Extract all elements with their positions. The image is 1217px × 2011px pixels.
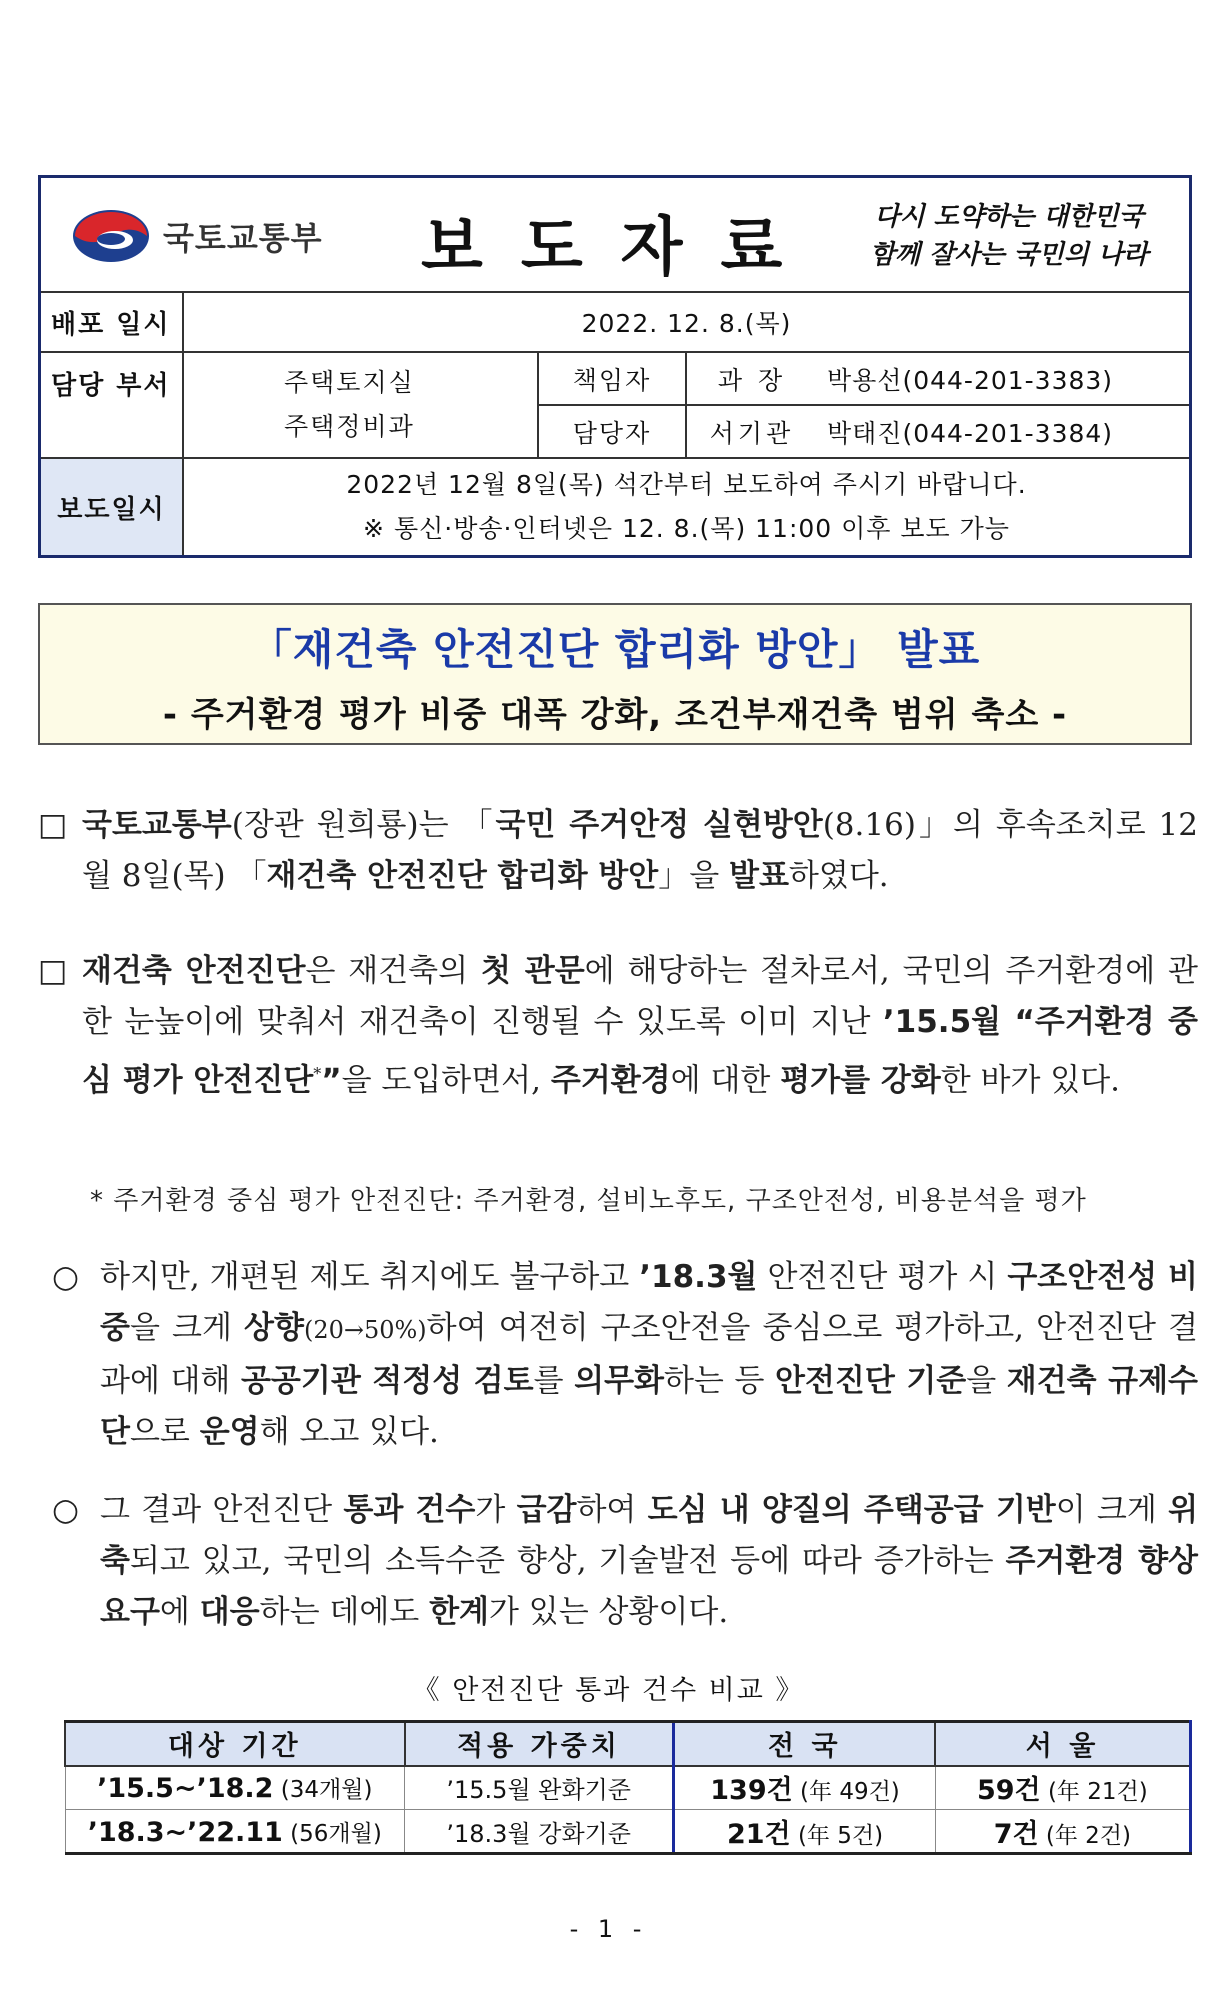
release-date-value: 2022. 12. 8.(목) <box>581 309 792 338</box>
text-bold: 한계 <box>429 1594 489 1630</box>
nation-annual: (年 49건) <box>792 1779 900 1806</box>
seoul-count: 59건 <box>976 1775 1041 1807</box>
checkbox-bullet-icon: □ <box>38 807 68 843</box>
table-row <box>65 1810 1191 1854</box>
text-bold: 도심 내 양질의 주택공급 기반 <box>647 1492 1056 1528</box>
paragraph-text <box>82 800 1198 902</box>
table-row <box>65 1766 1191 1810</box>
column-header: 서 울 <box>935 1722 1190 1766</box>
embargo-label: 보도일시 <box>41 459 184 555</box>
text-bold: 재건축 안전진단 <box>82 953 306 989</box>
contact-name-phone: 박용선(044-201-3383) <box>827 365 1114 395</box>
contact-list <box>539 353 1189 457</box>
department-line-2: 주택정비과 <box>284 412 415 441</box>
column-header: 대상 기간 <box>65 1722 405 1766</box>
text-bold: 안전진단 기준 <box>775 1363 967 1399</box>
text: 을 도입하면서, <box>341 1062 551 1099</box>
header-banner <box>41 178 1189 293</box>
text-bold: 재건축 규제수단 <box>100 1363 1198 1450</box>
page-number: - 1 - <box>569 1915 648 1943</box>
department-line-1: 주택토지실 <box>284 368 415 397</box>
text-bold: 첫 관문 <box>480 953 585 989</box>
text-bold: 구조안전성 비중 <box>100 1259 1198 1346</box>
government-slogan <box>869 198 1149 274</box>
text-bold: ’15.5월 “주거환경 중심 평가 안전진단 <box>82 1004 1198 1099</box>
text: 해 오고 있다. <box>259 1414 439 1450</box>
slogan-line-2: 함께 잘사는 국민의 나라 <box>869 240 1149 270</box>
text: (8.16)」의 후속조치로 12월 8일(목) 「 <box>82 807 1199 894</box>
text-bold: 급감 <box>516 1492 577 1528</box>
paragraph-3 <box>38 1252 1198 1458</box>
text: 에 대한 <box>670 1062 781 1099</box>
seoul-count: 7건 <box>993 1818 1039 1850</box>
headline-subtitle: - 주거환경 평가 비중 대폭 강화, 조건부재건축 범위 축소 - <box>162 695 1068 735</box>
embargo-line-2: ※ 통신·방송·인터넷은 12. 8.(목) 11:00 이후 보도 가능 <box>363 514 1010 543</box>
seoul-cell <box>935 1766 1190 1810</box>
period-months: (34개월) <box>273 1777 373 1804</box>
text: (장관 원희룡)는 「 <box>231 807 496 843</box>
paragraph-1 <box>38 800 1198 902</box>
text: 으로 <box>129 1414 200 1450</box>
text-bold: 주거환경 <box>550 1062 671 1099</box>
checkbox-bullet-icon: □ <box>38 953 68 989</box>
weight-cell: ’15.5월 완화기준 <box>405 1766 674 1810</box>
text-bold: 운영 <box>199 1414 260 1450</box>
text-bold: ” <box>321 1062 342 1099</box>
text: 이 크게 <box>1055 1492 1169 1528</box>
text: 하는 데에도 <box>259 1594 430 1630</box>
text: 을 <box>966 1363 1007 1399</box>
text: 」을 <box>658 858 730 894</box>
seoul-annual: (年 2건) <box>1038 1822 1131 1849</box>
nation-cell <box>674 1810 935 1854</box>
text: 되고 있고, 국민의 소득수준 향상, 기술발전 등에 따라 증가하는 <box>129 1543 1006 1579</box>
department-names <box>184 353 539 457</box>
text-bold: 국토교통부 <box>82 807 232 843</box>
headline-title: 「재건축 안전진단 합리화 방안」 발표 <box>249 625 981 674</box>
embargo-value <box>184 459 1189 555</box>
text-bold: 국민 주거안정 실현방안 <box>495 807 823 843</box>
text: 가 <box>475 1492 517 1528</box>
text-bold: 위축 <box>100 1492 1199 1579</box>
footnote-mark: * <box>313 1064 322 1083</box>
text: 그 결과 안전진단 <box>100 1492 344 1528</box>
text: 가 있는 상황이다. <box>488 1594 729 1630</box>
text-bold: 평가를 강화 <box>780 1062 941 1099</box>
text: 하는 등 <box>663 1363 776 1399</box>
paragraph-text <box>82 946 1198 1106</box>
contact-role: 책임자 <box>539 353 687 404</box>
release-date-row <box>41 293 1189 353</box>
circle-bullet-icon: ○ <box>52 1259 80 1295</box>
text: (20→50%) <box>303 1316 427 1344</box>
text: 를 <box>533 1363 575 1399</box>
embargo-line-1: 2022년 12월 8일(목) 석간부터 보도하여 주시기 바랍니다. <box>346 470 1027 499</box>
text-bold: ’18.3월 <box>639 1259 758 1295</box>
text: 에 해당하는 절차로서, 국민의 주거환경에 관한 눈높이에 맞춰서 재건축이 진행될 수 있도록 이미 지난 <box>82 953 1198 1040</box>
text-bold: 재건축 안전진단 합리화 방안 <box>266 858 659 894</box>
paragraph-2 <box>38 946 1198 1106</box>
ministry-logo <box>71 208 323 264</box>
contact-position: 서기관 <box>709 418 795 448</box>
seoul-cell <box>935 1810 1190 1854</box>
weight-cell: ’18.3월 강화기준 <box>405 1810 674 1854</box>
text-bold: 의무화 <box>574 1363 664 1399</box>
text: 은 재건축의 <box>305 953 481 989</box>
embargo-row <box>41 459 1189 555</box>
text-bold: 통과 건수 <box>343 1492 476 1528</box>
document-title: 보도자료 <box>421 211 821 285</box>
contact-row <box>539 406 1189 457</box>
column-header: 전 국 <box>674 1722 935 1766</box>
text: 하였다. <box>788 858 889 894</box>
contact-name-phone: 박태진(044-201-3384) <box>827 418 1114 448</box>
text-bold: 상향 <box>244 1310 304 1346</box>
contact-row <box>539 353 1189 406</box>
ministry-name: 국토교통부 <box>163 219 323 257</box>
text-bold: 대응 <box>199 1594 260 1630</box>
department-label: 담당 부서 <box>41 353 184 457</box>
press-header-table <box>38 175 1192 558</box>
period-cell <box>65 1810 405 1854</box>
paragraph-text <box>100 1485 1198 1638</box>
nation-count: 139건 <box>710 1775 793 1807</box>
seoul-annual: (年 21건) <box>1040 1779 1148 1806</box>
text: 한 바가 있다. <box>940 1062 1121 1099</box>
text-bold: 발표 <box>729 858 789 894</box>
period-months: (56개월) <box>282 1820 382 1847</box>
text: 하여 여전히 구조안전을 중심으로 평가하고, 안전진단 결과에 대해 <box>100 1310 1199 1399</box>
table-header-row <box>65 1722 1191 1766</box>
department-row <box>41 353 1189 459</box>
text-bold: 주거환경 향상 요구 <box>100 1543 1199 1630</box>
release-date-label: 배포 일시 <box>41 293 184 351</box>
text-bold: 공공기관 적정성 검토 <box>240 1363 534 1399</box>
nation-cell <box>674 1766 935 1810</box>
nation-count: 21건 <box>726 1818 791 1850</box>
period-value: ’18.3~’22.11 <box>87 1816 283 1848</box>
text: 에 <box>159 1594 200 1630</box>
nation-annual: (年 5건) <box>790 1822 884 1849</box>
paragraph-text <box>100 1252 1198 1458</box>
circle-bullet-icon: ○ <box>52 1492 80 1528</box>
paragraph-4 <box>38 1485 1198 1638</box>
footnote: * 주거환경 중심 평가 안전진단: 주거환경, 설비노후도, 구조안전성, 비용분석을 평가 <box>90 1186 1087 1216</box>
text: 안전진단 평가 시 <box>757 1259 1008 1295</box>
headline-box <box>38 603 1192 745</box>
comparison-table <box>64 1720 1192 1855</box>
table-caption: 《 안전진단 통과 건수 비교 》 <box>412 1675 805 1706</box>
taegeuk-logo-icon <box>71 208 151 264</box>
period-value: ’15.5~’18.2 <box>97 1773 274 1805</box>
period-cell <box>65 1766 405 1810</box>
department-value <box>184 353 1189 457</box>
contact-position: 과 장 <box>717 365 787 395</box>
text: 을 크게 <box>129 1310 245 1346</box>
column-header: 적용 가중치 <box>405 1722 674 1766</box>
text: 하지만, 개편된 제도 취지에도 불구하고 <box>100 1259 640 1295</box>
contact-role: 담당자 <box>539 406 687 457</box>
slogan-line-1: 다시 도약하는 대한민국 <box>874 202 1144 232</box>
text: 하여 <box>576 1492 648 1528</box>
